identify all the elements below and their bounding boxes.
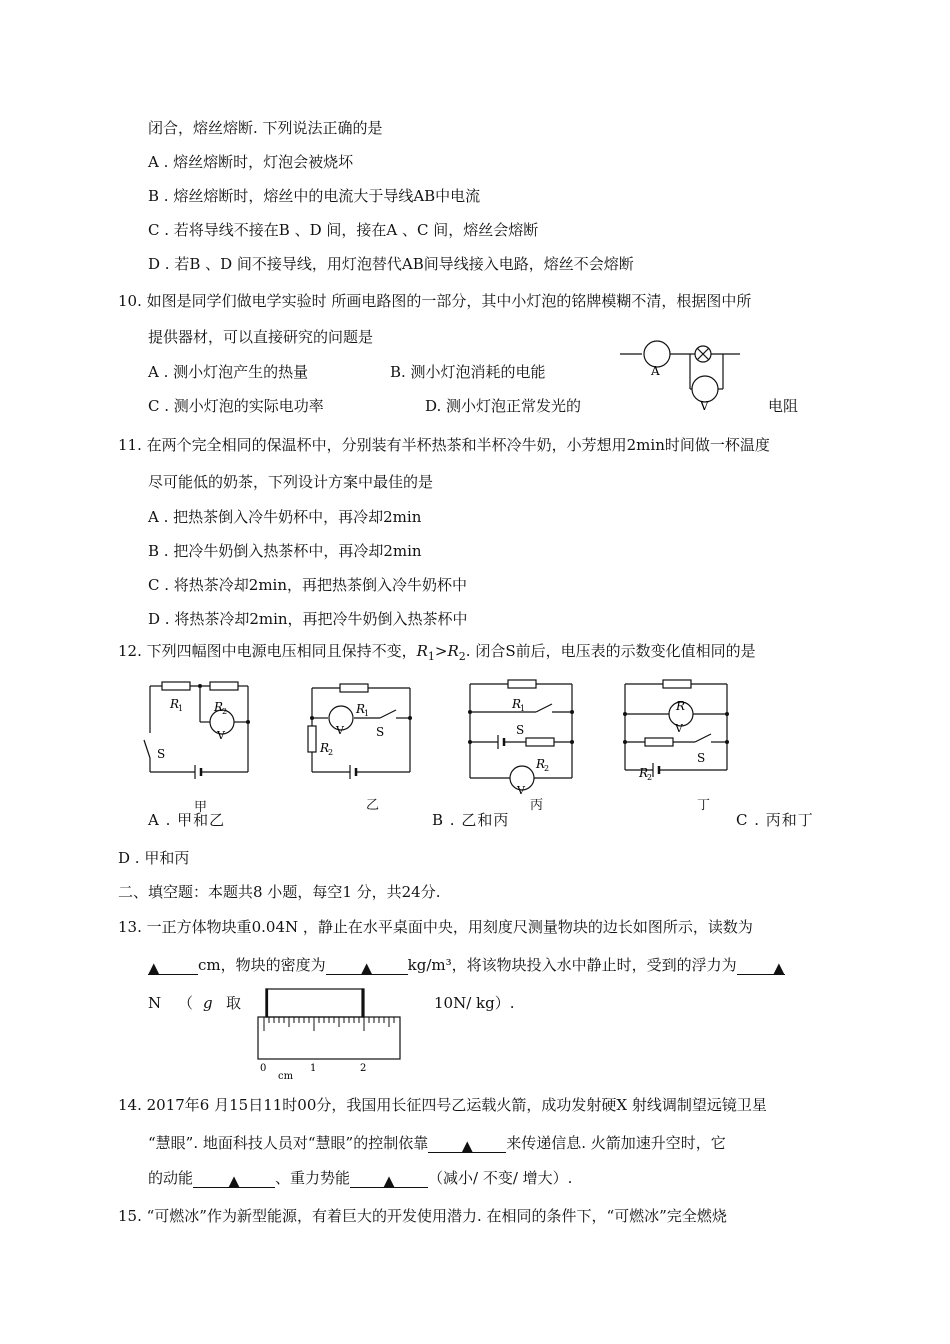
jia-r2-sub: 2 bbox=[222, 707, 228, 716]
q14-blank-3[interactable] bbox=[350, 1171, 428, 1188]
q12-stem-num: 12. 下列四幅图中电源电压相同且保持不变， bbox=[118, 642, 417, 660]
q12-option-d: D . 甲和丙 bbox=[118, 849, 190, 867]
q10-option-a: A . 测小灯泡产生的热量 bbox=[148, 363, 309, 381]
q14-blank-1[interactable] bbox=[428, 1136, 506, 1153]
ruler-label-2: 2 bbox=[360, 1063, 367, 1074]
ruler-label-cm: cm bbox=[278, 1071, 294, 1082]
q13-blank-2[interactable] bbox=[326, 958, 408, 975]
bing-r1-sub: 1 bbox=[520, 704, 526, 713]
blank-marker: ▲ bbox=[773, 959, 785, 977]
q12-option-c: C . 丙和丁 bbox=[736, 811, 814, 829]
bing-r1-label: R bbox=[512, 697, 522, 711]
q9-stem-cont: 闭合，熔丝熔断. 下列说法正确的是 bbox=[148, 119, 383, 137]
q14-stem-3b: 、重力势能 bbox=[275, 1169, 351, 1187]
q14-stem-3c: （减小/ 不变/ 增大）. bbox=[428, 1169, 573, 1187]
q13-g-take: 取 bbox=[226, 994, 242, 1012]
q15-stem-1: 15. “可燃冰”作为新型能源，有着巨大的开发使用潜力. 在相同的条件下，“可燃冰”完全燃烧 bbox=[118, 1207, 727, 1225]
q10-option-b: B. 测小灯泡消耗的电能 bbox=[390, 363, 546, 381]
blank-marker: ▲ bbox=[228, 1172, 240, 1190]
q9-option-b: B . 熔丝熔断时，熔丝中的电流大于导线AB中电流 bbox=[148, 187, 481, 205]
q12-r1: R bbox=[416, 642, 428, 660]
q12-circuit-jia bbox=[140, 678, 260, 788]
q13-blank-1[interactable] bbox=[148, 958, 198, 975]
jia-r-label: R bbox=[170, 697, 180, 711]
jia-v-label: V bbox=[217, 729, 225, 742]
yi-r1-sub: 1 bbox=[364, 709, 370, 718]
q13-g-open: （ bbox=[178, 994, 194, 1012]
q13-g: g bbox=[203, 994, 213, 1012]
q10-option-d: D. 测小灯泡正常发光的 bbox=[425, 397, 582, 415]
q12-gt: > bbox=[434, 642, 448, 660]
q14-blank-2[interactable] bbox=[193, 1171, 275, 1188]
q11-option-d: D . 将热茶冷却2min，再把冷牛奶倒入热茶杯中 bbox=[148, 610, 468, 628]
q10-stem-2: 提供器材，可以直接研究的问题是 bbox=[148, 328, 374, 346]
q14-stem-3a: 的动能 bbox=[148, 1169, 194, 1187]
q10-option-c: C . 测小灯泡的实际电功率 bbox=[148, 397, 324, 415]
q12-r1-sub: 1 bbox=[427, 650, 435, 663]
ding-r2-sub: 2 bbox=[647, 773, 653, 782]
ruler-label-1: 1 bbox=[310, 1063, 317, 1074]
q12-option-a: A . 甲和乙 bbox=[148, 811, 226, 829]
q13-g-val: 10N/ kg）. bbox=[434, 994, 515, 1012]
yi-r2-label: R bbox=[320, 741, 330, 755]
q14-stem-2a: “慧眼”. 地面科技人员对“慧眼”的控制依靠 bbox=[148, 1134, 429, 1152]
ding-r2-label: R bbox=[639, 766, 649, 780]
yi-r1-label: R bbox=[356, 702, 366, 716]
q12-stem bbox=[118, 641, 756, 667]
ammeter-label: A bbox=[651, 364, 660, 378]
caption-bing: 丙 bbox=[530, 798, 544, 813]
jia-r-sub: 1 bbox=[178, 704, 184, 713]
q10-stem-1: 10. 如图是同学们做电学实验时 所画电路图的一部分，其中小灯泡的铭牌模糊不清，根据图中所 bbox=[118, 292, 752, 310]
q13-blank-3[interactable] bbox=[737, 958, 785, 975]
q9-option-c: C . 若将导线不接在B 、D 间，接在A 、C 间，熔丝会熔断 bbox=[148, 221, 539, 239]
q13-tail: ，将该物块投入水中静止时，受到的浮力为 bbox=[451, 956, 737, 974]
yi-v-label: V bbox=[336, 724, 344, 737]
q11-option-a: A . 把热茶倒入冷牛奶杯中，再冷却2min bbox=[148, 508, 422, 526]
bing-v-label: V bbox=[517, 784, 525, 796]
blank-marker: ▲ bbox=[383, 1172, 395, 1190]
q13-cm-text: cm，物块的密度为 bbox=[198, 956, 326, 974]
blank-marker: ▲ bbox=[360, 959, 373, 977]
q14-stem-2b: 来传递信息. 火箭加速升空时，它 bbox=[506, 1134, 726, 1152]
jia-s-label: S bbox=[157, 747, 166, 761]
q12-circuit-yi bbox=[300, 678, 420, 788]
q13-line-2 bbox=[148, 955, 785, 975]
jia-r2-label: R bbox=[214, 700, 224, 714]
q11-option-c: C . 将热茶冷却2min，再把热茶倒入冷牛奶杯中 bbox=[148, 576, 468, 594]
q14-stem-1: 14. 2017年6 月15日11时00分，我国用长征四号乙运载火箭，成功发射硬X 射线调制望远镜卫星 bbox=[118, 1096, 767, 1114]
bing-s-label: S bbox=[516, 723, 525, 737]
q9-option-a: A . 熔丝熔断时，灯泡会被烧坏 bbox=[148, 153, 354, 171]
section-2-heading: 二、填空题：本题共8 小题，每空1 分，共24分. bbox=[118, 883, 441, 901]
ding-r1-label: R bbox=[676, 699, 686, 713]
q13-stem-1: 13. 一正方体物块重0.04N ，静止在水平桌面中央，用刻度尺测量物块的边长如图所示，读数为 bbox=[118, 918, 753, 936]
q11-stem-2: 尽可能低的奶茶，下列设计方案中最佳的是 bbox=[148, 473, 434, 491]
blank-marker: ▲ bbox=[461, 1137, 473, 1155]
yi-s-label: S bbox=[376, 725, 385, 739]
q12-circuit-ding bbox=[615, 676, 740, 788]
ding-v-label: V bbox=[675, 722, 683, 735]
q13-n: N bbox=[148, 994, 162, 1012]
yi-r2-sub: 2 bbox=[328, 748, 334, 757]
caption-ding: 丁 bbox=[697, 798, 711, 813]
q12-r2-sub: 2 bbox=[458, 650, 466, 663]
q12-option-b: B . 乙和丙 bbox=[432, 811, 510, 829]
q12-circuit-bing bbox=[460, 676, 585, 796]
q10-option-d-tail: 电阻 bbox=[768, 397, 799, 415]
q10-circuit-diagram bbox=[615, 338, 745, 416]
caption-yi: 乙 bbox=[366, 798, 380, 813]
q13-unit: kg/m³ bbox=[407, 956, 452, 974]
q13-ruler-figure bbox=[252, 985, 404, 1085]
blank-marker: ▲ bbox=[148, 959, 160, 977]
q12-stem-tail: . 闭合S前后，电压表的示数变化值相同的是 bbox=[465, 642, 756, 660]
q14-line-3 bbox=[148, 1168, 572, 1188]
ding-s-label: S bbox=[697, 751, 706, 765]
q9-option-d: D . 若B 、D 间不接导线，用灯泡替代AB间导线接入电路，熔丝不会熔断 bbox=[148, 255, 634, 273]
q14-line-2 bbox=[148, 1133, 726, 1153]
ruler-label-0: 0 bbox=[260, 1063, 267, 1074]
caption-jia: 甲 bbox=[194, 800, 208, 815]
q11-stem-1: 11. 在两个完全相同的保温杯中，分别装有半杯热茶和半杯冷牛奶，小芳想用2min时间做一杯温度 bbox=[118, 436, 770, 454]
voltmeter-label: V bbox=[700, 399, 709, 413]
q11-option-b: B . 把冷牛奶倒入热茶杯中，再冷却2min bbox=[148, 542, 422, 560]
q12-r2: R bbox=[447, 642, 459, 660]
bing-r2-sub: 2 bbox=[544, 764, 550, 773]
bing-r2-label: R bbox=[536, 757, 546, 771]
